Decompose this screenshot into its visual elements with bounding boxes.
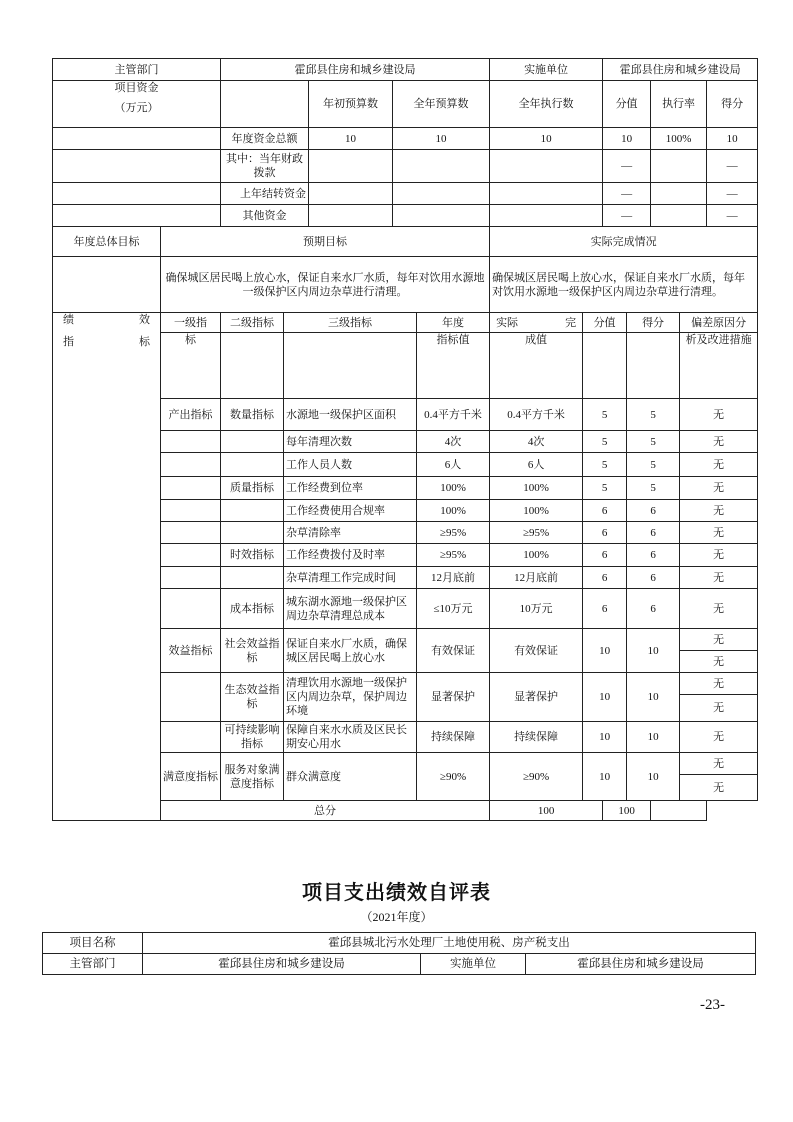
score: 6 (627, 589, 680, 629)
side-label-char: 绩 (63, 314, 74, 326)
level3-indicator: 城东湖水源地一级保护区周边杂草清理总成本 (284, 589, 417, 629)
project-name-value: 霍邱县城北污水处理厂土地使用税、房产税支出 (143, 933, 756, 954)
fund-value: — (707, 183, 758, 205)
score-value: 10 (583, 753, 627, 801)
level1-indicator: 满意度指标 (161, 753, 221, 801)
actual-completion-label: 实际完成情况 (490, 227, 758, 257)
level1-indicator (161, 500, 221, 522)
level2-indicator: 成本指标 (221, 589, 284, 629)
header-level3: 三级指标 (284, 313, 417, 333)
level1-indicator (161, 722, 221, 753)
header-text (221, 333, 284, 399)
annual-target: 有效保证 (417, 629, 490, 673)
level1-indicator (161, 522, 221, 544)
score: 6 (627, 500, 680, 522)
deviation-note: 无 (680, 695, 758, 722)
fund-value: 10 (393, 128, 490, 150)
level3-indicator: 工作经费使用合规率 (284, 500, 417, 522)
fund-value (309, 205, 393, 227)
score-value: 5 (583, 453, 627, 477)
deviation-note: 无 (680, 753, 758, 775)
level2-indicator: 服务对象满意度指标 (221, 753, 284, 801)
deviation-note: 无 (680, 775, 758, 801)
table-row (53, 205, 758, 227)
fund-row-label: 年度资金总额 (221, 128, 309, 150)
score: 10 (627, 753, 680, 801)
impl-value: 霍邱县住房和城乡建设局 (603, 59, 758, 81)
level2-indicator: 社会效益指标 (221, 629, 284, 673)
annual-target: 100% (417, 477, 490, 500)
blank-cell (53, 150, 221, 183)
header-execution-rate: 执行率 (651, 81, 707, 128)
impl-label: 实施单位 (421, 954, 526, 975)
level2-indicator (221, 567, 284, 589)
level1-indicator (161, 544, 221, 567)
level1-indicator: 效益指标 (161, 629, 221, 673)
annual-target: 12月底前 (417, 567, 490, 589)
deviation-note: 无 (680, 544, 758, 567)
deviation-note: 无 (680, 589, 758, 629)
level3-indicator: 工作人员人数 (284, 453, 417, 477)
fund-value (651, 205, 707, 227)
deviation-note: 无 (680, 651, 758, 673)
header-text: 析及改进措施 (680, 333, 758, 399)
funds-label-line2: （万元） (114, 102, 159, 114)
score: 6 (627, 567, 680, 589)
table-row (53, 313, 758, 333)
deviation-note: 无 (680, 500, 758, 522)
dept-value: 霍邱县住房和城乡建设局 (221, 59, 490, 81)
header-score: 得分 (707, 81, 758, 128)
level2-indicator: 数量指标 (221, 399, 284, 431)
level2-indicator (221, 431, 284, 453)
deviation-note: 无 (680, 673, 758, 695)
score: 5 (627, 453, 680, 477)
blank-cell (53, 183, 221, 205)
expected-goal-text: 确保城区居民喝上放心水，保证自来水厂水质，每年对饮用水源地一级保护区内周边杂草进行清理。 (161, 257, 490, 313)
dept-label: 主管部门 (43, 954, 143, 975)
header-score: 得分 (627, 313, 680, 333)
performance-table (52, 58, 758, 821)
level3-indicator: 群众满意度 (284, 753, 417, 801)
fund-value (651, 150, 707, 183)
next-table (42, 932, 756, 975)
level3-indicator: 保证自来水厂水质，确保城区居民喝上放心水 (284, 629, 417, 673)
header-text: 成值 (490, 333, 583, 399)
header-score-value: 分值 (603, 81, 651, 128)
header-text: 指标值 (417, 333, 490, 399)
side-label-char: 标 (139, 336, 150, 348)
fund-value (393, 150, 490, 183)
score-value: 6 (583, 544, 627, 567)
next-table-year: （2021年度） (360, 910, 433, 924)
actual-value: ≥90% (490, 753, 583, 801)
fund-value (309, 150, 393, 183)
deviation-note: 无 (680, 453, 758, 477)
annual-target: 0.4平方千米 (417, 399, 490, 431)
table-row (53, 183, 758, 205)
header-annual-execution: 全年执行数 (490, 81, 603, 128)
score: 5 (627, 431, 680, 453)
table-row (53, 128, 758, 150)
level3-indicator: 杂草清除率 (284, 522, 417, 544)
score: 10 (627, 722, 680, 753)
level3-indicator: 工作经费拨付及时率 (284, 544, 417, 567)
blank-cell (221, 81, 309, 128)
expected-goal-label: 预期目标 (161, 227, 490, 257)
header-level2: 二级指标 (221, 313, 284, 333)
fund-value (393, 183, 490, 205)
header-text: 实际 (496, 316, 519, 329)
blank-cell (53, 128, 221, 150)
performance-indicators-label (53, 313, 161, 821)
funds-label (53, 81, 221, 128)
score: 5 (627, 399, 680, 431)
header-annual: 年度 (417, 313, 490, 333)
fund-value (490, 183, 603, 205)
fund-value: — (603, 205, 651, 227)
deviation-note: 无 (680, 522, 758, 544)
annual-target: 6人 (417, 453, 490, 477)
annual-target: 100% (417, 500, 490, 522)
level1-indicator: 产出指标 (161, 399, 221, 431)
level2-indicator: 生态效益指标 (221, 673, 284, 722)
goals-label: 年度总体目标 (53, 227, 161, 257)
annual-target: 显著保护 (417, 673, 490, 722)
fund-value (490, 205, 603, 227)
next-table-title: 项目支出绩效自评表 (302, 882, 491, 904)
actual-value: 6人 (490, 453, 583, 477)
actual-value: 4次 (490, 431, 583, 453)
deviation-note: 无 (680, 722, 758, 753)
annual-target: 4次 (417, 431, 490, 453)
score-value: 5 (583, 399, 627, 431)
annual-target: ≥95% (417, 544, 490, 567)
level1-indicator (161, 431, 221, 453)
level1-indicator (161, 589, 221, 629)
score-value: 5 (583, 431, 627, 453)
fund-value: — (603, 150, 651, 183)
table-row (53, 150, 758, 183)
actual-value: 有效保证 (490, 629, 583, 673)
actual-value: 0.4平方千米 (490, 399, 583, 431)
fund-value (490, 150, 603, 183)
score: 10 (627, 629, 680, 673)
fund-row-label: 上年结转资金 (221, 183, 309, 205)
fund-value: — (603, 183, 651, 205)
actual-value: ≥95% (490, 522, 583, 544)
level1-indicator (161, 477, 221, 500)
score: 10 (627, 673, 680, 722)
level2-indicator: 质量指标 (221, 477, 284, 500)
blank-cell (53, 257, 161, 313)
fund-value: 100% (651, 128, 707, 150)
annual-target: ≥95% (417, 522, 490, 544)
fund-value (309, 183, 393, 205)
fund-row-label: 其中：当年财政拨款 (221, 150, 309, 183)
impl-value: 霍邱县住房和城乡建设局 (526, 954, 756, 975)
level2-indicator: 可持续影响指标 (221, 722, 284, 753)
impl-label: 实施单位 (490, 59, 603, 81)
score: 6 (627, 522, 680, 544)
fund-value (393, 205, 490, 227)
header-annual-budget: 全年预算数 (393, 81, 490, 128)
fund-value (651, 183, 707, 205)
header-level1: 一级指 (161, 313, 221, 333)
level2-indicator (221, 500, 284, 522)
score-value: 10 (583, 722, 627, 753)
score-value: 6 (583, 589, 627, 629)
level3-indicator: 每年清理次数 (284, 431, 417, 453)
score: 6 (627, 544, 680, 567)
actual-value: 100% (490, 544, 583, 567)
dept-value: 霍邱县住房和城乡建设局 (143, 954, 421, 975)
actual-completion-text: 确保城区居民喝上放心水，保证自来水厂水质，每年对饮用水源地一级保护区内周边杂草进行清理。 (490, 257, 758, 313)
blank-cell (651, 801, 707, 821)
score-value: 5 (583, 477, 627, 500)
fund-value: 10 (707, 128, 758, 150)
dept-label: 主管部门 (53, 59, 221, 81)
fund-value: — (707, 205, 758, 227)
score-value: 10 (583, 629, 627, 673)
blank-cell (53, 205, 221, 227)
total-score-value: 100 (490, 801, 603, 821)
score-value: 6 (583, 500, 627, 522)
page-number: -23- (700, 997, 725, 1013)
deviation-note: 无 (680, 629, 758, 651)
deviation-note: 无 (680, 431, 758, 453)
fund-value: — (707, 150, 758, 183)
fund-value: 10 (603, 128, 651, 150)
actual-value: 10万元 (490, 589, 583, 629)
level3-indicator: 水源地一级保护区面积 (284, 399, 417, 431)
table-row (53, 257, 758, 313)
header-text (284, 333, 417, 399)
annual-target: ≤10万元 (417, 589, 490, 629)
header-text: 完 (565, 316, 577, 329)
table-row (53, 227, 758, 257)
level3-indicator: 清理饮用水源地一级保护区内周边杂草，保护周边环境 (284, 673, 417, 722)
level2-indicator (221, 453, 284, 477)
header-text (583, 333, 627, 399)
level3-indicator: 保障自来水水质及区民长期安心用水 (284, 722, 417, 753)
score-value: 10 (583, 673, 627, 722)
level1-indicator (161, 567, 221, 589)
total-label: 总分 (161, 801, 490, 821)
fund-value: 10 (309, 128, 393, 150)
deviation-note: 无 (680, 567, 758, 589)
level1-indicator (161, 453, 221, 477)
level3-indicator: 杂草清理工作完成时间 (284, 567, 417, 589)
header-text (627, 333, 680, 399)
score-value: 6 (583, 567, 627, 589)
project-name-label: 项目名称 (43, 933, 143, 954)
total-score: 100 (603, 801, 651, 821)
deviation-note: 无 (680, 477, 758, 500)
actual-value: 持续保障 (490, 722, 583, 753)
actual-value: 100% (490, 477, 583, 500)
side-label-char: 指 (63, 336, 74, 348)
score: 5 (627, 477, 680, 500)
header-score-value: 分值 (583, 313, 627, 333)
deviation-note: 无 (680, 399, 758, 431)
annual-target: 持续保障 (417, 722, 490, 753)
header-deviation: 偏差原因分 (680, 313, 758, 333)
fund-value: 10 (490, 128, 603, 150)
actual-value: 100% (490, 500, 583, 522)
header-initial-budget: 年初预算数 (309, 81, 393, 128)
actual-value: 12月底前 (490, 567, 583, 589)
score-value: 6 (583, 522, 627, 544)
level3-indicator: 工作经费到位率 (284, 477, 417, 500)
fund-row-label: 其他资金 (221, 205, 309, 227)
level1-indicator (161, 673, 221, 722)
header-actual (490, 313, 583, 333)
level2-indicator: 时效指标 (221, 544, 284, 567)
annual-target: ≥90% (417, 753, 490, 801)
level2-indicator (221, 522, 284, 544)
funds-label-line1: 项目资金 (114, 82, 159, 94)
header-text: 标 (161, 333, 221, 399)
side-label-char: 效 (139, 314, 150, 326)
actual-value: 显著保护 (490, 673, 583, 722)
